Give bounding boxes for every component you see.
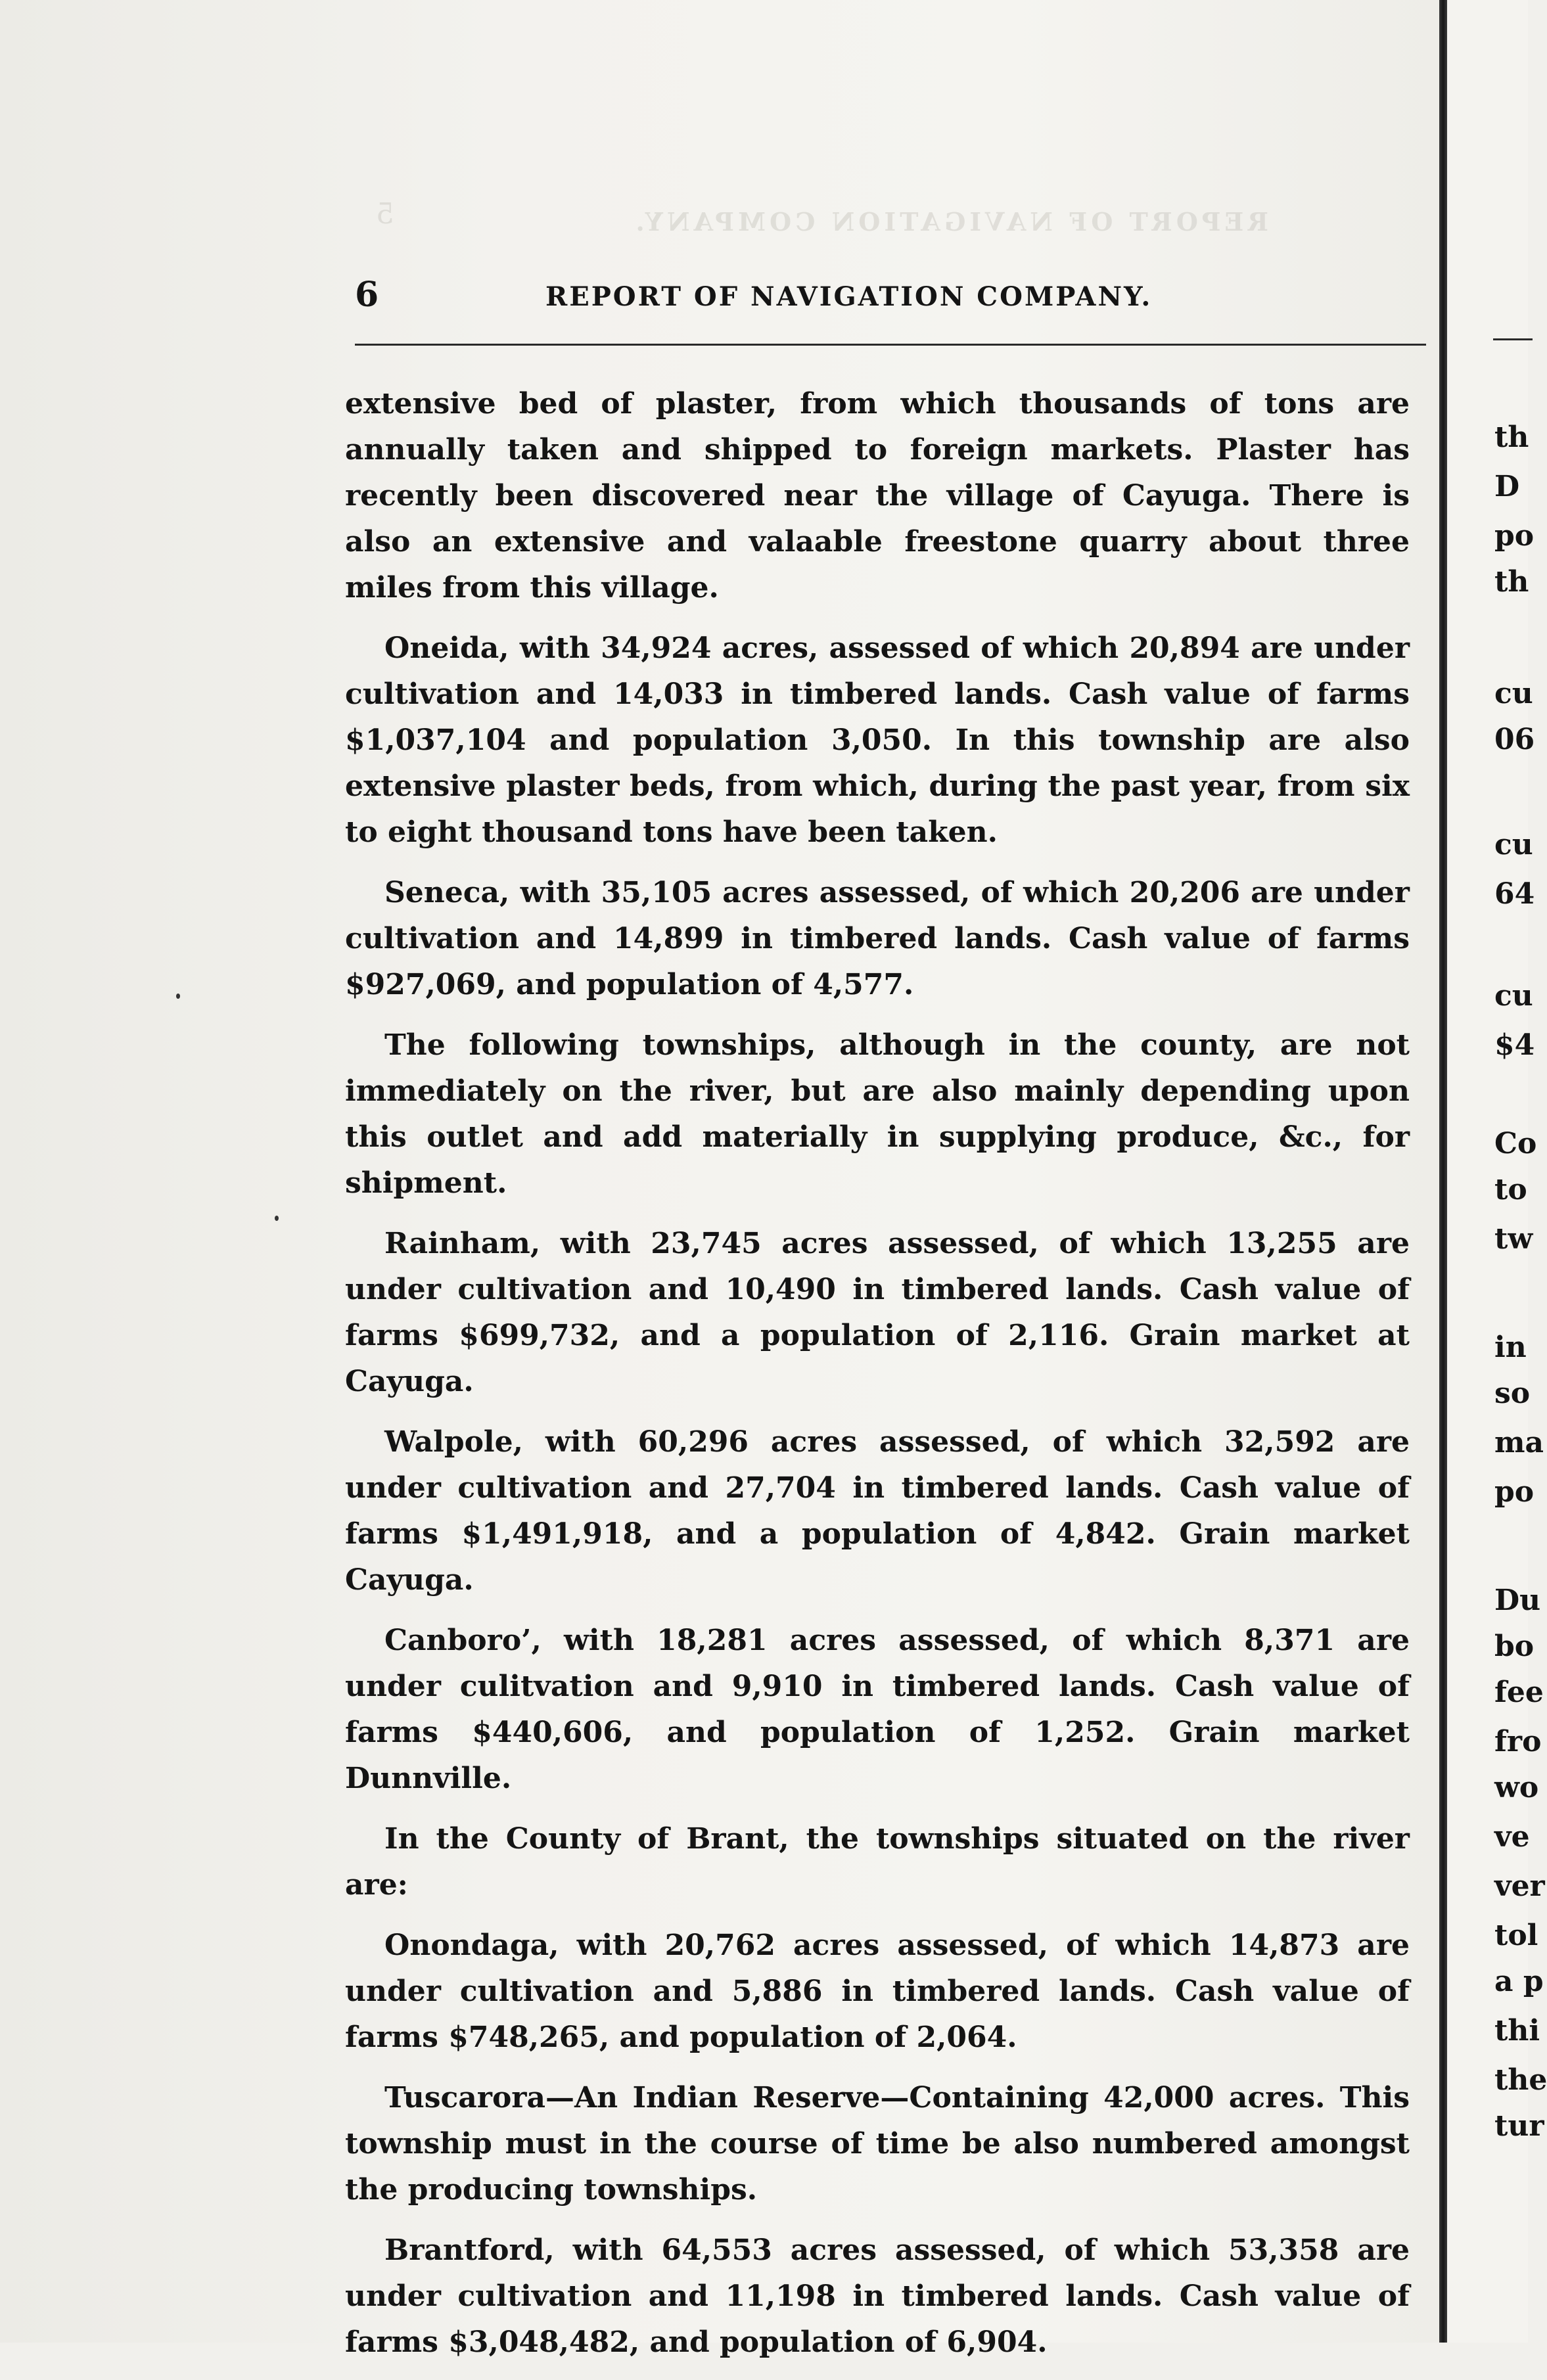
header-rule bbox=[355, 344, 1426, 346]
adjacent-page-text: cu bbox=[1494, 828, 1533, 861]
adjacent-page-text: bo bbox=[1494, 1630, 1535, 1663]
paragraph: Oneida, with 34,924 acres, assessed of which 20,894 are under cultivation and 14,033 in timbered lands. Cash value of farms $1,037,104 and population 3,050. In this township are also extensive plaster beds, from which, during the past year, from six to eight thousand tons have been taken. bbox=[345, 631, 1410, 849]
adjacent-page-text: tur bbox=[1494, 2109, 1544, 2143]
adjacent-page-fragment bbox=[1447, 0, 1547, 2343]
paragraph: extensive bed of plaster, from which thousands of tons are annually taken and shipped to foreign markets. Plaster has recently been discovered near the village of Cayuga. There is also an extensive and valaable freestone quarry about three miles from this village. bbox=[345, 387, 1410, 605]
adjacent-page-text: 06 bbox=[1494, 723, 1535, 756]
adjacent-page-text: so bbox=[1494, 1377, 1531, 1410]
adjacent-page-text: cu bbox=[1494, 979, 1533, 1013]
adjacent-page-text: D bbox=[1494, 470, 1520, 503]
paragraph: The following townships, although in the county, are not immediately on the river, but are also mainly depending upon this outlet and add materially in supplying produce, &c., for shipment. bbox=[345, 1028, 1410, 1200]
adjacent-page-text: Co bbox=[1494, 1127, 1537, 1160]
paragraph: In the County of Brant, the townships situated on the river are: bbox=[345, 1822, 1410, 1902]
adjacent-page-text: Du bbox=[1494, 1584, 1541, 1617]
adjacent-page-text: $4 bbox=[1494, 1028, 1535, 1062]
adjacent-page-text: po bbox=[1494, 519, 1535, 553]
paragraph: Onondaga, with 20,762 acres assessed, of which 14,873 are under cultivation and 5,886 in timbered lands. Cash value of farms $748,265, and population of 2,064. bbox=[345, 1929, 1410, 2054]
adjacent-page-text: thi bbox=[1494, 2014, 1540, 2048]
adjacent-page-text: ve bbox=[1494, 1820, 1530, 1854]
paragraph: Brantford, with 64,553 acres assessed, of which 53,358 are under cultivation and 11,198 in timbered lands. Cash value of farms $3,048,482, and population of 6,904. bbox=[345, 2233, 1410, 2359]
adjacent-page-text: cu bbox=[1494, 677, 1533, 710]
adjacent-page-text: in bbox=[1494, 1331, 1527, 1364]
paragraph: Walpole, with 60,296 acres assessed, of which 32,592 are under cultivation and 27,704 in timbered lands. Cash value of farms $1,491,918, and a population of 4,842. Grain market Cayuga. bbox=[345, 1425, 1410, 1597]
paragraph: Seneca, with 35,105 acres assessed, of which 20,206 are under cultivation and 14,899 in timbered lands. Cash value of farms $927,069, and population of 4,577. bbox=[345, 876, 1410, 1001]
adjacent-page-text: a p bbox=[1494, 1965, 1544, 1998]
adjacent-page-text: 64 bbox=[1494, 877, 1535, 911]
adjacent-page-text: fee bbox=[1494, 1676, 1544, 1709]
bleed-through-header: REPORT OF NAVIGATION COMPANY. bbox=[632, 207, 1268, 237]
paragraph: Tuscarora—An Indian Reserve—Containing 42,000 acres. This township must in the course of time be also numbered amongst the producing townships. bbox=[345, 2081, 1410, 2207]
adjacent-page-text: po bbox=[1494, 1475, 1535, 1509]
adjacent-page-text: to bbox=[1494, 1173, 1527, 1206]
running-header: REPORT OF NAVIGATION COMPANY. bbox=[545, 281, 1153, 312]
page-spine bbox=[1439, 0, 1447, 2343]
paragraph: Canboro’, with 18,281 acres assessed, of which 8,371 are under culitvation and 9,910 in timbered lands. Cash value of farms $440,606, and population of 1,252. Grain market Dunnville. bbox=[345, 1624, 1410, 1795]
adjacent-page-text: tw bbox=[1494, 1222, 1533, 1256]
adjacent-page-text: fro bbox=[1494, 1725, 1542, 1758]
adjacent-page-text: tol bbox=[1494, 1919, 1538, 1952]
bleed-through-page-number: 5 bbox=[376, 197, 394, 231]
page-number: 6 bbox=[355, 275, 379, 315]
body-text bbox=[345, 381, 1410, 2380]
paper-speck bbox=[176, 994, 180, 999]
paragraph: Rainham, with 23,745 acres assessed, of which 13,255 are under cultivation and 10,490 in timbered lands. Cash value of farms $699,732, and a population of 2,116. Grain market at Cayuga. bbox=[345, 1227, 1410, 1398]
adjacent-page-text: ver bbox=[1494, 1869, 1545, 1903]
adjacent-page-text: th bbox=[1494, 421, 1529, 454]
adjacent-page-text: wo bbox=[1494, 1771, 1539, 1804]
paper-speck bbox=[275, 1216, 279, 1221]
adjacent-page-text: th bbox=[1494, 565, 1529, 599]
adjacent-page-text: ma bbox=[1494, 1426, 1544, 1459]
adjacent-page-rule bbox=[1493, 338, 1533, 340]
adjacent-page-text: the bbox=[1494, 2063, 1547, 2097]
